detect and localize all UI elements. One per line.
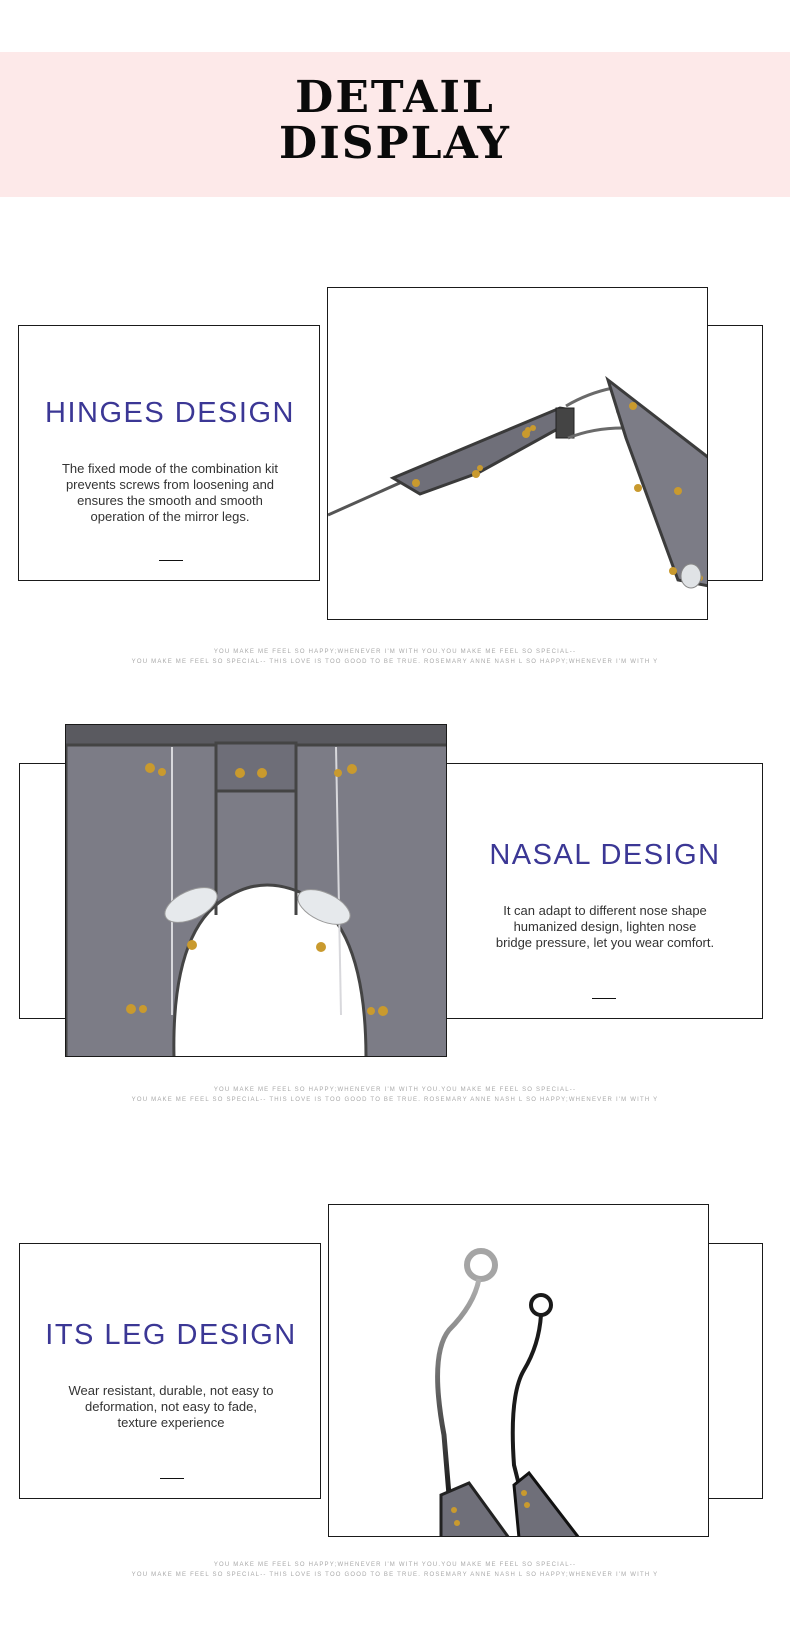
header-banner	[0, 52, 790, 197]
hinges-back-card	[707, 325, 763, 581]
nasal-description: It can adapt to different nose shape humanized design, lighten nose bridge pressure, let you wear comfort.	[495, 903, 715, 950]
banner-title-line1: DETAIL	[295, 72, 495, 123]
hinges-text-card	[18, 325, 320, 581]
nasal-product-photo	[65, 724, 447, 1057]
leg-product-photo	[328, 1204, 709, 1537]
hinges-divider	[159, 560, 183, 561]
leg-description: Wear resistant, durable, not easy to deformation, not easy to fade, texture experience	[68, 1383, 274, 1430]
slogan-3: YOU MAKE ME FEEL SO HAPPY;WHENEVER I'M WITH YOU.YOU MAKE ME FEEL SO SPECIAL-- YOU MAKE ME FEEL SO SPECIAL-- THIS LOVE IS TOO GOOD TO BE TRUE. ROSEMARY ANNE NASH L SO HAPPY;WHENEVER I'M WITH Y	[131, 1562, 659, 1578]
leg-text-card	[19, 1243, 321, 1499]
hinges-description: The fixed mode of the combination kit prevents screws from loosening and ensures the smooth and smooth operation of the mirror legs.	[61, 461, 279, 524]
slogan-2: YOU MAKE ME FEEL SO HAPPY;WHENEVER I'M WITH YOU.YOU MAKE ME FEEL SO SPECIAL-- YOU MAKE ME FEEL SO SPECIAL-- THIS LOVE IS TOO GOOD TO BE TRUE. ROSEMARY ANNE NASH L SO HAPPY;WHENEVER I'M WITH Y	[131, 1087, 659, 1103]
hinges-heading: HINGES DESIGN	[45, 397, 295, 429]
slogan-1: YOU MAKE ME FEEL SO HAPPY;WHENEVER I'M WITH YOU.YOU MAKE ME FEEL SO SPECIAL-- YOU MAKE ME FEEL SO SPECIAL-- THIS LOVE IS TOO GOOD TO BE TRUE. ROSEMARY ANNE NASH L SO HAPPY;WHENEVER I'M WITH Y	[131, 649, 659, 665]
banner-title-line2: DISPLAY	[279, 118, 511, 169]
leg-divider	[160, 1478, 184, 1479]
nasal-divider	[592, 998, 616, 999]
nasal-heading: NASAL DESIGN	[489, 839, 721, 871]
nasal-back-card	[19, 763, 69, 1019]
nasal-text-card	[445, 763, 763, 1019]
hinges-product-photo	[327, 287, 708, 620]
leg-heading: ITS LEG DESIGN	[45, 1319, 297, 1351]
leg-back-card	[708, 1243, 763, 1499]
